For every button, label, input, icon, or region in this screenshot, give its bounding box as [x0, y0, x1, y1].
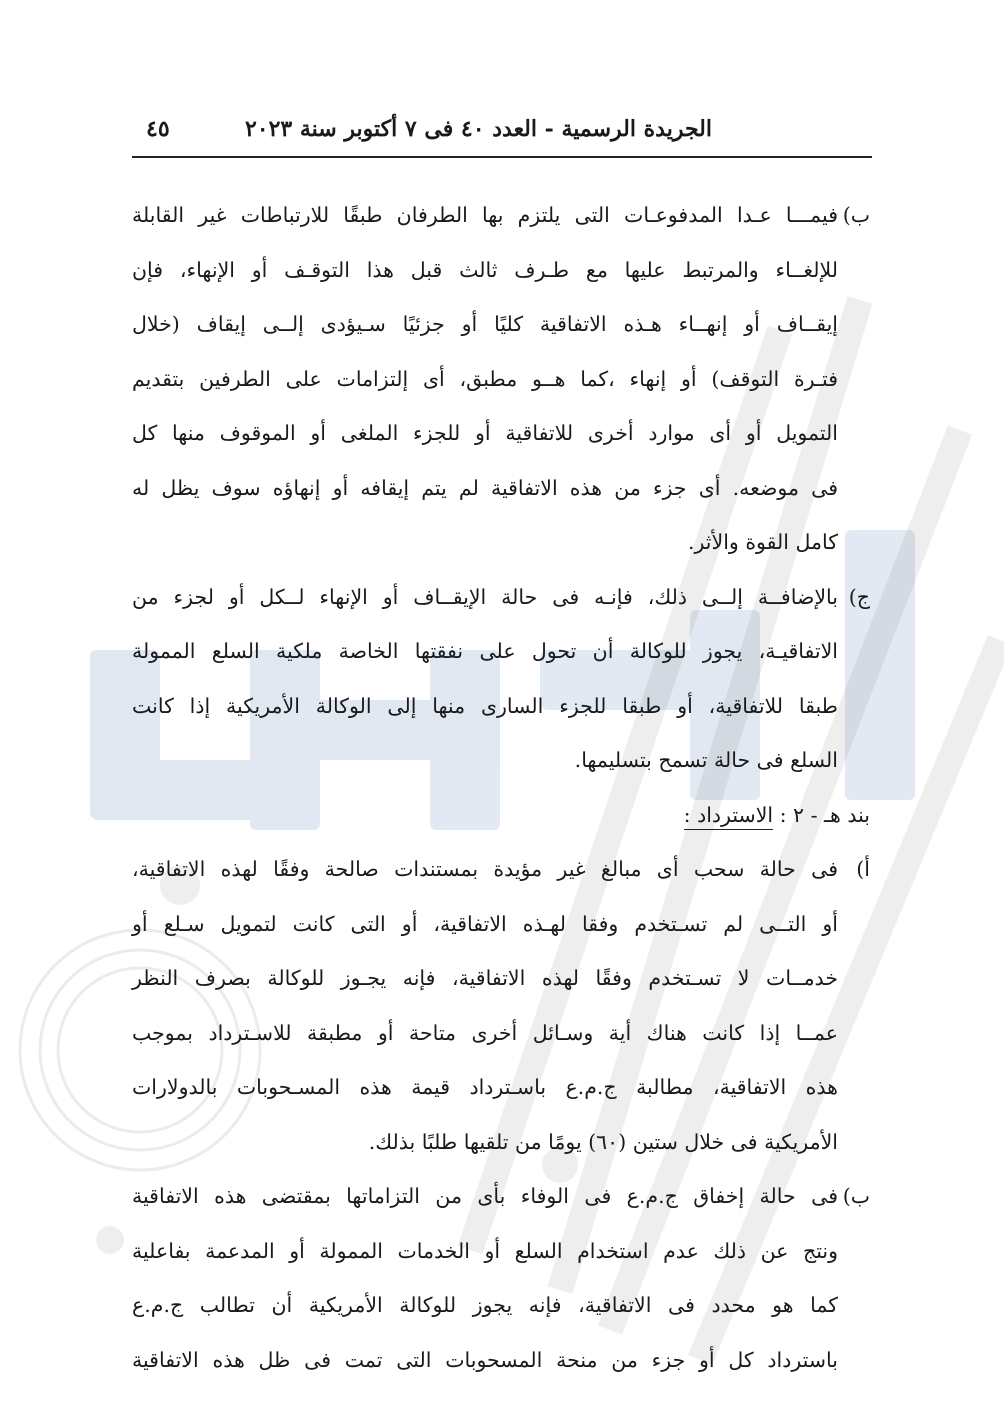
paragraph-line: كامل القوة والأثر. — [687, 530, 838, 554]
paragraph-line: فى حالة سحب أى مبالغ غير مؤيدة بمستندات صالحة وفقًا لهذه الاتفاقية، — [132, 857, 838, 881]
paragraph-b-termination — [132, 188, 870, 570]
document-body — [132, 188, 870, 1387]
clause-number: بند هـ - ٢ : — [773, 802, 870, 827]
paragraph-line: إيقــاف أو إنهــاء هـذه الاتفاقية كليًا أو جزئيًا سـيؤدى إلــى إيقاف (خلال — [132, 312, 838, 336]
clause-title: الاسترداد : — [684, 803, 773, 830]
paragraph-line: السلع فى حالة تسمح بتسليمها. — [574, 748, 838, 772]
paragraph-line: ونتج عن ذلك عدم استخدام السلع أو الخدمات الممولة أو المدعمة بفاعلية — [132, 1238, 838, 1263]
header-divider — [132, 156, 872, 158]
paragraph-line: التمويل أو أى موارد أخرى للاتفاقية أو للجزء الملغى أو الموقوف منها كل — [132, 421, 838, 445]
page-number: ٤٥ — [146, 116, 170, 142]
paragraph-line: فى حالة إخفاق ج.م.ع فى الوفاء بأى من التزاماتها بمقتضى هذه الاتفاقية — [132, 1184, 838, 1208]
item-marker: ب) — [842, 1184, 870, 1208]
paragraph-line: عمــا إذا كانت هناك أية وسـائل أخرى متاحة أو مطبقة للاسـترداد بموجب — [132, 1020, 838, 1045]
paragraph-line: أو التــى لم تسـتخدم وفقا لهـذه الاتفاقية، أو التى كانت لتمويل سـلع أو — [132, 911, 838, 936]
paragraph-line: هذه الاتفاقية، مطالبة ج.م.ع باسـترداد قيمة هذه المسـحوبات بالدولارات — [132, 1075, 838, 1099]
paragraph-line: بالإضافــة إلــى ذلك، فإنـه فى حالة الإيقــاف أو الإنهاء لــكل أو لجزء من — [132, 584, 838, 609]
page-header — [132, 112, 872, 152]
clause-heading — [132, 788, 870, 843]
paragraph-line: للإلغــاء والمرتبط عليها مع طـرف ثالث قبل هذا التوقـف أو الإنهاء، فإن — [132, 257, 838, 282]
paragraph-line: باسترداد كل أو جزء من منحة المسحوبات التى تمت فى ظل هذه الاتفاقية — [132, 1347, 838, 1372]
paragraph-c-transfer — [132, 570, 870, 788]
gazette-title: الجريدة الرسمية - العدد ٤٠ فى ٧ أكتوبر سنة ٢٠٢٣ — [244, 116, 712, 142]
item-marker: ج) — [848, 584, 870, 609]
paragraph-line: خدمــات لا تسـتخدم وفقًا لهذه الاتفاقية، فإنه يجـوز للوكالة بصرف النظر — [132, 966, 838, 990]
paragraph-line: فيمـــا عـدا المدفوعـات التى يلتزم بها الطرفان طبقًا للارتباطات غير القابلة — [132, 203, 838, 227]
paragraph-line: فتـرة التوقف) أو إنهاء ،كما هــو مطبق، أى إلتزامات على الطرفين بتقديم — [132, 366, 838, 391]
item-marker: أ) — [856, 857, 870, 881]
paragraph-a-refund — [132, 842, 870, 1169]
item-marker: ب) — [842, 203, 870, 227]
paragraph-line: كما هو محدد فى الاتفاقية، فإنه يجوز للوكالة الأمريكية أن تطالب ج.م.ع — [132, 1293, 838, 1317]
paragraph-line: الاتفاقيـة، يجوز للوكالة أن تحول على نفقتها الخاصة ملكية السلع الممولة — [132, 639, 838, 663]
paragraph-line: فى موضعه. أى جزء من هذه الاتفاقية لم يتم إيقافه أو إنهاؤه سوف يظل له — [132, 475, 838, 500]
paragraph-b-failure — [132, 1169, 870, 1387]
paragraph-line: طبقا للاتفاقية، أو طبقا للجزء السارى منها إلى الوكالة الأمريكية إذا كانت — [132, 693, 838, 718]
paragraph-line: الأمريكية فى خلال ستين (٦٠) يومًا من تلقيها طلبًا بذلك. — [368, 1129, 838, 1154]
